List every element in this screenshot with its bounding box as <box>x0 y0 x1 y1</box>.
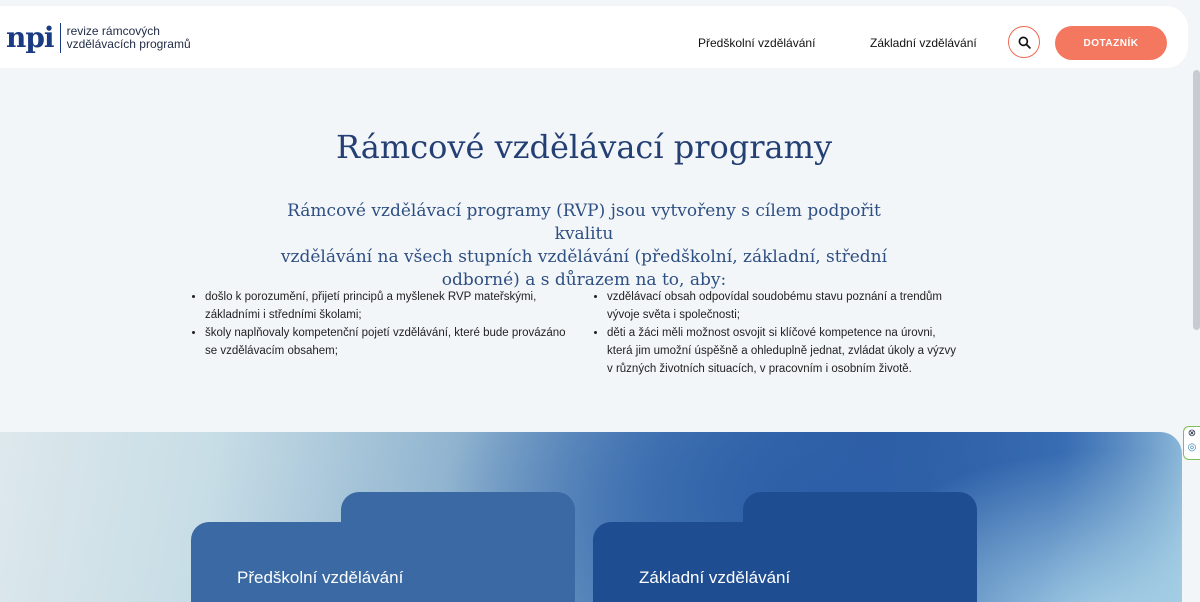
card-body <box>191 522 575 602</box>
lead-line: odborné) a s důrazem na to, aby: <box>441 270 727 290</box>
page-title: Rámcové vzdělávací programy <box>335 128 833 166</box>
nav-link-preschool[interactable]: Předškolní vzdělávání <box>698 36 816 50</box>
logo-mark: npi <box>6 21 54 54</box>
widget-icon[interactable]: ◎ <box>1187 442 1197 453</box>
search-icon <box>1018 36 1031 49</box>
list-item-text: školy naplňovaly kompetenční pojetí vzdělávání, které bude provázáno <box>205 327 566 339</box>
logo-divider <box>60 23 61 53</box>
goals-list-right <box>593 288 997 378</box>
list-item <box>205 288 595 324</box>
card-basic[interactable] <box>593 492 977 602</box>
list-item-text: děti a žáci měli možnost osvojit si klíčové kompetence na úrovni, <box>607 327 936 339</box>
questionnaire-button[interactable]: DOTAZNÍK <box>1055 26 1167 60</box>
nav-link-basic[interactable]: Základní vzdělávání <box>870 36 977 50</box>
card-preschool[interactable] <box>191 492 575 602</box>
scrollbar[interactable] <box>1193 70 1200 330</box>
side-widget[interactable] <box>1183 426 1200 460</box>
list-item <box>205 324 595 360</box>
list-item <box>607 324 997 378</box>
card-body <box>593 522 977 602</box>
list-item-text: vzdělávací obsah odpovídal soudobému stavu poznání a trendům <box>607 291 942 303</box>
lead-paragraph <box>270 200 898 292</box>
list-item <box>607 288 997 324</box>
list-item-text: která jim umožní úspěšně a ohleduplně jednat, zvládat úkoly a výzvy <box>607 345 957 357</box>
lead-line: Rámcové vzdělávací programy (RVP) jsou vytvořeny s cílem podpořit kvalitu <box>287 201 881 244</box>
education-levels-section <box>0 432 1182 602</box>
list-item-text: se vzdělávacím obsahem; <box>205 345 338 357</box>
lead-line: vzdělávání na všech stupních vzdělávání (předškolní, základní, střední <box>280 247 888 267</box>
site-header <box>0 6 1188 68</box>
list-item-text: v různých životních situacích, v pracovním i osobním životě. <box>607 363 912 375</box>
logo-text <box>67 25 191 51</box>
search-button[interactable] <box>1008 26 1040 58</box>
logo-text-line1: revize rámcových <box>66 24 160 38</box>
list-item-text: došlo k porozumění, přijetí principů a myšlenek RVP mateřskými, <box>205 291 537 303</box>
close-icon[interactable]: ⊗ <box>1187 428 1197 439</box>
list-item-text: vývoje světa i společnosti; <box>607 309 740 321</box>
list-item-text: základními i středními školami; <box>205 309 362 321</box>
card-title: Základní vzdělávání <box>639 568 791 587</box>
logo-text-line2: vzdělávacích programů <box>66 37 191 51</box>
logo[interactable] <box>6 20 191 56</box>
card-title: Předškolní vzdělávání <box>237 568 404 587</box>
goals-list-left <box>191 288 595 360</box>
